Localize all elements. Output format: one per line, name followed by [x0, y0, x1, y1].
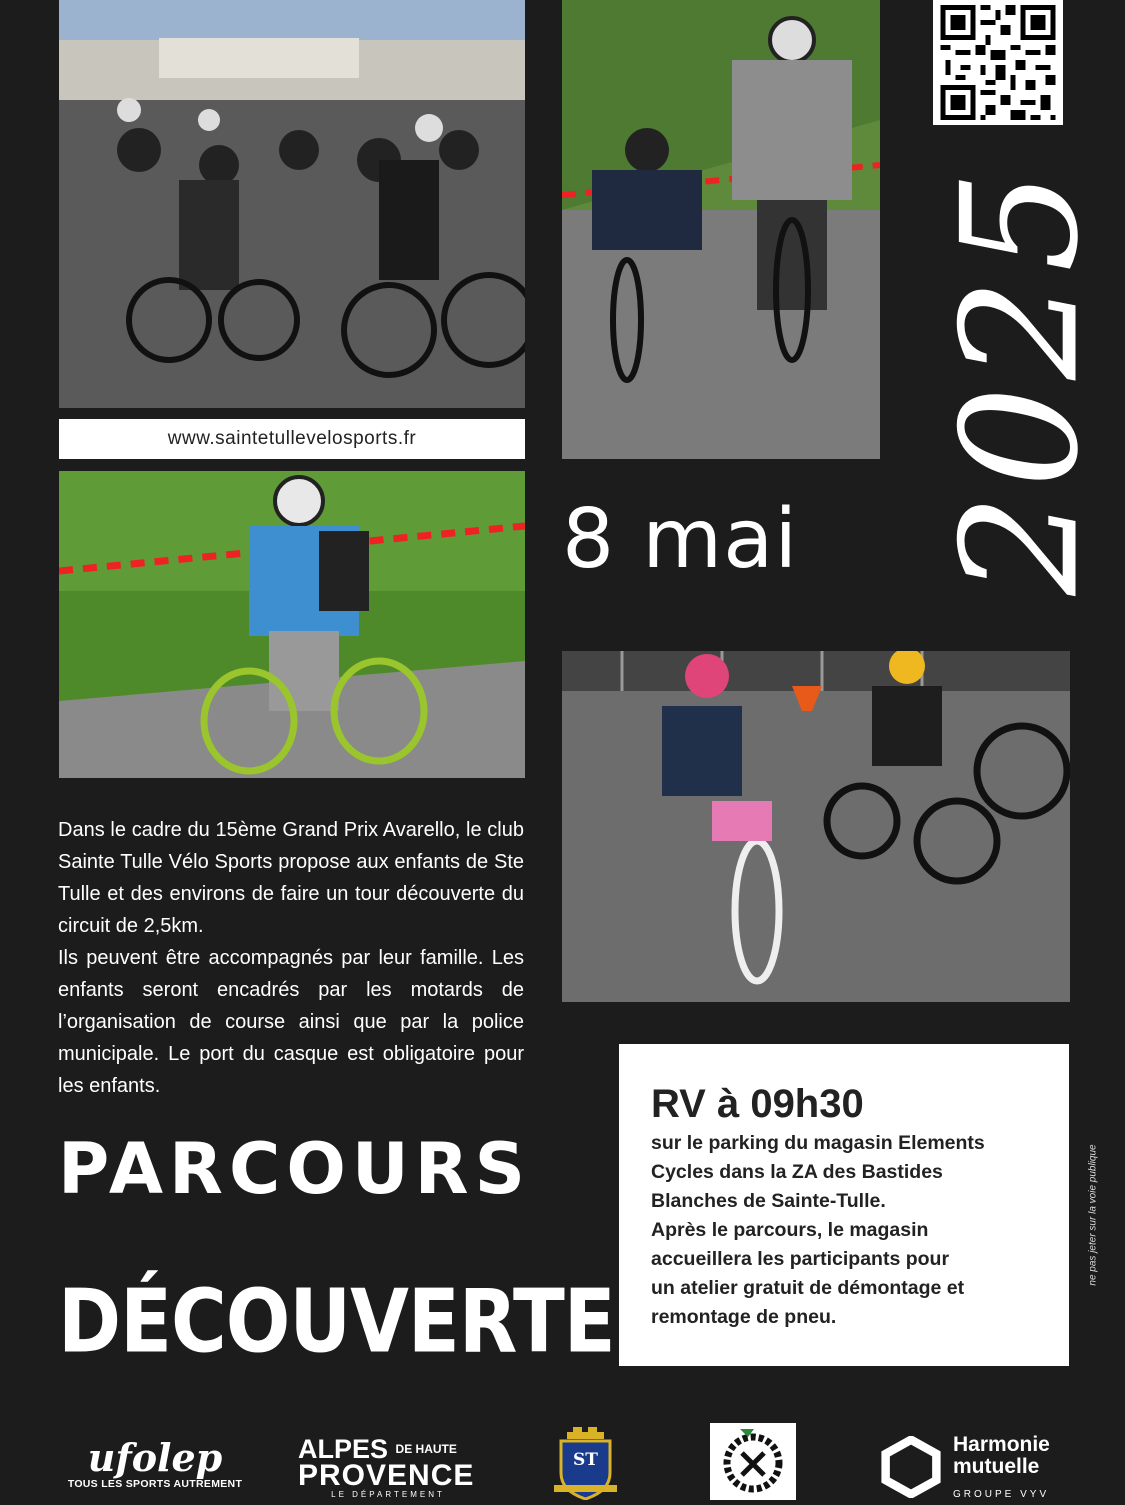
harmonie-mutuelle-logo — [880, 1434, 1080, 1500]
rendezvous-line: remontage de pneu. — [651, 1306, 837, 1328]
photo-kids-start-line — [59, 0, 525, 408]
ufolep-name: ufolep — [87, 1435, 223, 1480]
rendezvous-heading: RV à 09h30 — [651, 1082, 864, 1126]
sainte-tulle-crest-logo — [553, 1425, 618, 1500]
alpes-line3: LE DÉPARTEMENT — [331, 1490, 445, 1499]
photo-small-children-bikes — [562, 651, 1070, 1002]
rendezvous-line: Après le parcours, le magasin — [651, 1219, 929, 1241]
rendezvous-line: Blanches de Sainte-Tulle. — [651, 1190, 886, 1212]
alpes-suffix: DE HAUTE — [395, 1442, 457, 1456]
ufolep-tagline: TOUS LES SPORTS AUTREMENT — [67, 1478, 243, 1490]
harmonie-name-1: Harmonie — [953, 1433, 1050, 1456]
harmonie-group: GROUPE VYV — [953, 1489, 1050, 1500]
rendezvous-box — [619, 1044, 1069, 1366]
rendezvous-line: accueillera les participants pour — [651, 1248, 950, 1270]
bike-club-chain-logo — [710, 1423, 796, 1500]
website-url[interactable]: www.saintetullevelosports.fr — [59, 419, 525, 459]
qr-code[interactable] — [933, 0, 1063, 125]
rendezvous-line: Cycles dans la ZA des Bastides — [651, 1161, 943, 1183]
ufolep-logo — [55, 1435, 255, 1490]
description-paragraph-1: Dans le cadre du 15ème Grand Prix Avarello, le club Sainte Tulle Vélo Sports propose aux enfants de Ste Tulle et des environs de faire un tour découverte du circuit de 2,5km. — [58, 819, 524, 937]
event-description — [58, 814, 524, 1102]
event-date: 8 mai — [562, 492, 799, 587]
alpes-haute-provence-logo — [298, 1436, 478, 1499]
rendezvous-line: un atelier gratuit de démontage et — [651, 1277, 965, 1299]
rendezvous-line: sur le parking du magasin Elements — [651, 1132, 985, 1154]
photo-child-blue-hoodie — [59, 471, 525, 778]
alpes-line1: ALPES — [298, 1434, 389, 1464]
title-parcours: PARCOURS — [58, 1128, 531, 1210]
alpes-line2: PROVENCE — [298, 1459, 475, 1492]
harmonie-name-2: mutuelle — [953, 1455, 1040, 1478]
crest-letters: ST — [573, 1450, 598, 1470]
photo-child-and-father — [562, 0, 880, 459]
description-paragraph-2: Ils peuvent être accompagnés par leur famille. Les enfants seront encadrés par les motards de l’organisation de course ainsi que par la police municipale. Le port du casque est obligatoire pour les enfants. — [58, 947, 524, 1097]
title-decouverte: DÉCOUVERTE — [58, 1270, 615, 1373]
